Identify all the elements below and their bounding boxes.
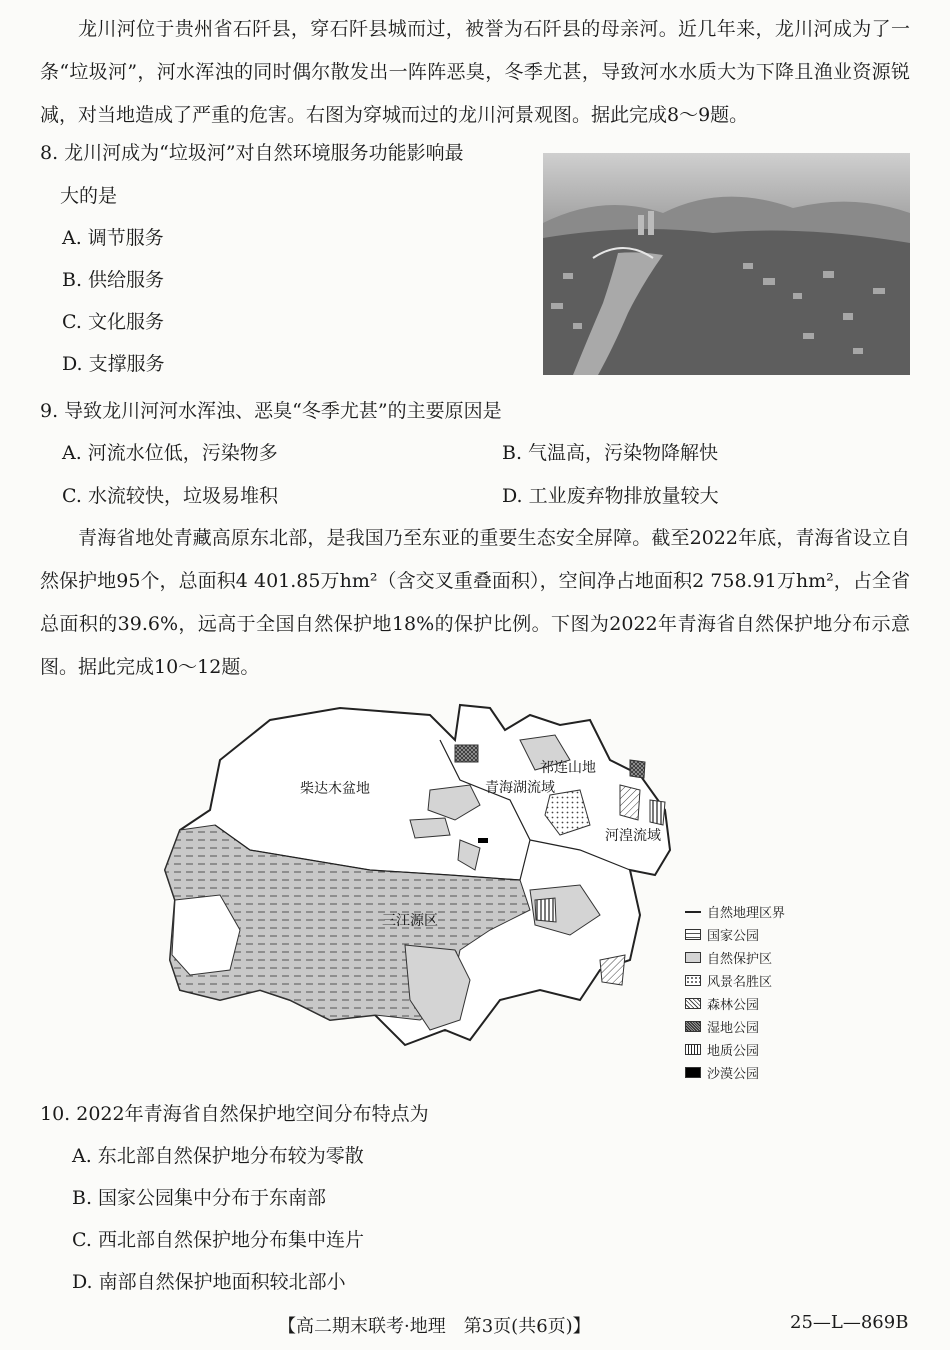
legend-label: 地质公园: [707, 1044, 760, 1059]
legend-wetland-icon: [685, 1021, 701, 1032]
desert-park: [478, 838, 488, 843]
label-qinghaihu: 青海湖流域: [485, 780, 555, 796]
question-8-stem-line1: 8. 龙川河成为“垃圾河”对自然环境服务功能影响最: [40, 142, 464, 164]
legend-item: [685, 1038, 785, 1061]
legend-reserve-icon: [685, 952, 701, 963]
forest-park-1: [620, 785, 640, 820]
legend-desert-icon: [685, 1067, 701, 1078]
legend-label: 自然地理区界: [707, 906, 786, 921]
legend-item: [685, 992, 785, 1015]
legend-label: 森林公园: [707, 998, 760, 1013]
page-footer-code: 25—L—869B: [790, 1312, 909, 1333]
page-footer-title: 【高二期末联考·地理 第3页(共6页)】: [278, 1316, 591, 1337]
wetland-park-2: [630, 760, 645, 778]
question-10-option-a: A. 东北部自然保护地分布较为零散: [72, 1145, 364, 1167]
label-sanjiangyuan: 三江源区: [382, 913, 438, 929]
label-huangshui: 河湟流域: [605, 828, 661, 844]
legend-national-park-icon: [685, 929, 701, 940]
label-chaidamu: 柴达木盆地: [300, 781, 370, 797]
legend-forest-icon: [685, 998, 701, 1009]
question-8-option-c: C. 文化服务: [62, 311, 164, 333]
legend-label: 国家公园: [707, 929, 760, 944]
map-legend: [685, 900, 785, 1084]
legend-item: [685, 900, 785, 923]
question-8-option-a: A. 调节服务: [62, 227, 164, 249]
question-10-option-c: C. 西北部自然保护地分布集中连片: [72, 1229, 364, 1251]
question-9-option-d: D. 工业废弃物排放量较大: [502, 485, 719, 507]
legend-label: 沙漠公园: [707, 1067, 760, 1082]
legend-item: [685, 1061, 785, 1084]
question-10-stem: 10. 2022年青海省自然保护地空间分布特点为: [40, 1103, 429, 1125]
question-8-option-b: B. 供给服务: [62, 269, 165, 291]
question-9-option-c: C. 水流较快，垃圾易堆积: [62, 485, 278, 507]
intro-paragraph-longchuan: 龙川河位于贵州省石阡县，穿石阡县城而过，被誉为石阡县的母亲河。近几年来，龙川河成为了一条“垃圾河”，河水浑浊的同时偶尔散发出一阵阵恶臭，冬季尤甚，导致河水水质大为下降且渔业资源锐减，对当地造成了严重的危害。右图为穿城而过的龙川河景观图。据此完成8～9题。: [40, 18, 910, 126]
question-10-option-d: D. 南部自然保护地面积较北部小: [72, 1271, 346, 1293]
legend-label: 湿地公园: [707, 1021, 760, 1036]
legend-scenic-icon: [685, 975, 701, 986]
legend-geology-icon: [685, 1044, 701, 1055]
label-qilian: 祁连山地: [540, 760, 596, 776]
legend-item: [685, 1015, 785, 1038]
legend-item: [685, 923, 785, 946]
longchuan-river-photo: [543, 153, 910, 375]
intro-paragraph-qinghai: 青海省地处青藏高原东北部，是我国乃至东亚的重要生态安全屏障。截至2022年底，青海省设立自然保护地95个，总面积4 401.85万hm²（含交叉重叠面积），空间净占地面积2 758.91万hm²，占全省总面积的39.6%，远高于全国自然保护地18%的保护比例。下图为2022年青海省自然保护地分布示意图。据此完成10～12题。: [40, 527, 910, 678]
forest-park-2: [600, 955, 625, 985]
geology-park-2: [650, 800, 665, 825]
question-8-stem-line2: 大的是: [60, 185, 118, 207]
geology-park-1: [535, 898, 556, 922]
reserve-small-1: [410, 818, 450, 838]
question-9-option-b: B. 气温高，污染物降解快: [502, 442, 719, 464]
question-9-option-a: A. 河流水位低，污染物多: [62, 442, 278, 464]
question-8-option-d: D. 支撑服务: [62, 353, 165, 375]
legend-label: 风景名胜区: [707, 975, 773, 990]
legend-line-icon: [685, 911, 701, 913]
question-10-option-b: B. 国家公园集中分布于东南部: [72, 1187, 327, 1209]
wetland-park-1: [455, 745, 478, 762]
river-photo-illustration: [543, 153, 910, 375]
question-9-stem: 9. 导致龙川河河水浑浊、恶臭“冬季尤甚”的主要原因是: [40, 400, 502, 422]
legend-item: [685, 969, 785, 992]
legend-item: [685, 946, 785, 969]
legend-label: 自然保护区: [707, 952, 773, 967]
